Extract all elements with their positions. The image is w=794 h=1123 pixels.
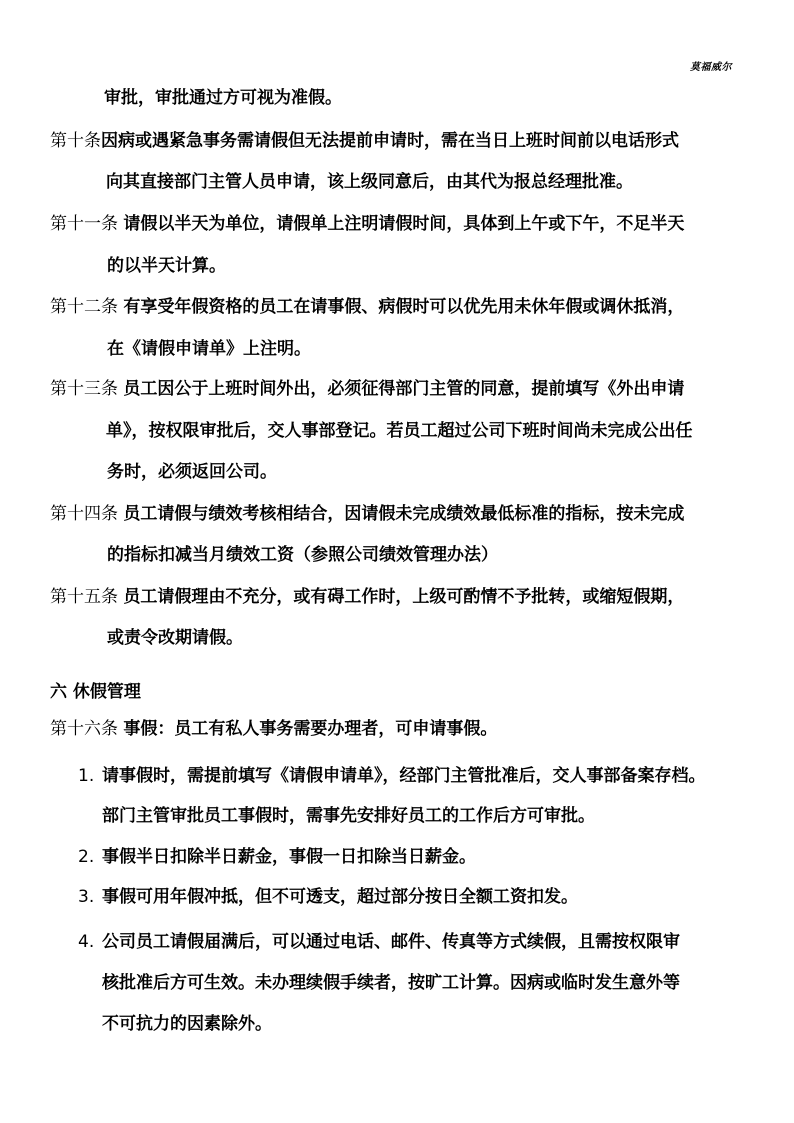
article-14-label: 第十四条 (50, 504, 124, 524)
text-line: 或责令改期请假。 (107, 628, 243, 648)
article-16-label: 第十六条 (50, 719, 124, 739)
text-line: 务时，必须返回公司。 (107, 462, 277, 482)
article-15-label: 第十五条 (50, 587, 124, 607)
text-line: 向其直接部门主管人员申请，该上级同意后，由其代为报总经理批准。 (106, 172, 633, 192)
list-number: 3. (78, 887, 95, 907)
text-line: 部门主管审批员工事假时，需事先安排好员工的工作后方可审批。 (102, 806, 595, 826)
article-12-line: 第十二条 有享受年假资格的员工在请事假、病假时可以优先用未休年假或调休抵消， (50, 297, 685, 317)
list-number: 1. (78, 766, 95, 786)
list-item-4: 4. 公司员工请假届满后，可以通过电话、邮件、传真等方式续假，且需按权限审 (78, 932, 680, 952)
text-line: 的指标扣减当月绩效工资（参照公司绩效管理办法） (107, 545, 498, 565)
list-item-2: 2. 事假半日扣除半日薪金，事假一日扣除当日薪金。 (78, 847, 476, 867)
article-10-line: 第十条因病或遇紧急事务需请假但无法提前申请时，需在当日上班时间前以电话形式 (50, 131, 679, 151)
article-11-label: 第十一条 (50, 214, 124, 234)
text-line: 在《请假申请单》上注明。 (107, 339, 311, 359)
text-line: 的以半天计算。 (107, 256, 226, 276)
article-12-label: 第十二条 (50, 297, 124, 317)
article-15-line: 第十五条 员工请假理由不充分，或有碍工作时，上级可酌情不予批转，或缩短假期， (50, 587, 685, 607)
article-13-label: 第十三条 (50, 379, 124, 399)
article-14-line: 第十四条 员工请假与绩效考核相结合，因请假未完成绩效最低标准的指标，按未完成 (50, 504, 685, 524)
text-line: 审批，审批通过方可视为准假。 (104, 88, 342, 108)
header-mark: 莫福威尔 (690, 62, 732, 73)
list-number: 2. (78, 847, 95, 867)
article-16-line: 第十六条 事假：员工有私人事务需要办理者，可申请事假。 (50, 719, 498, 739)
list-item-1: 1. 请事假时，需提前填写《请假申请单》，经部门主管批准后，交人事部备案存档。 (78, 766, 706, 786)
article-11-line: 第十一条 请假以半天为单位，请假单上注明请假时间，具体到上午或下午，不足半天 (50, 214, 685, 234)
section-heading: 六 休假管理 (50, 682, 141, 702)
text-line: 核批准后方可生效。未办理续假手续者，按旷工计算。因病或临时发生意外等 (102, 973, 680, 993)
text-line: 单》，按权限审批后，交人事部登记。若员工超过公司下班时间尚未完成公出任 (106, 421, 693, 441)
text-line: 不可抗力的因素除外。 (102, 1014, 272, 1034)
list-number: 4. (78, 932, 95, 952)
article-13-line: 第十三条 员工因公于上班时间外出，必须征得部门主管的同意，提前填写《外出申请 (50, 379, 685, 399)
list-item-3: 3. 事假可用年假冲抵，但不可透支，超过部分按日全额工资扣发。 (78, 887, 578, 907)
article-10-label: 第十条 (50, 131, 101, 151)
